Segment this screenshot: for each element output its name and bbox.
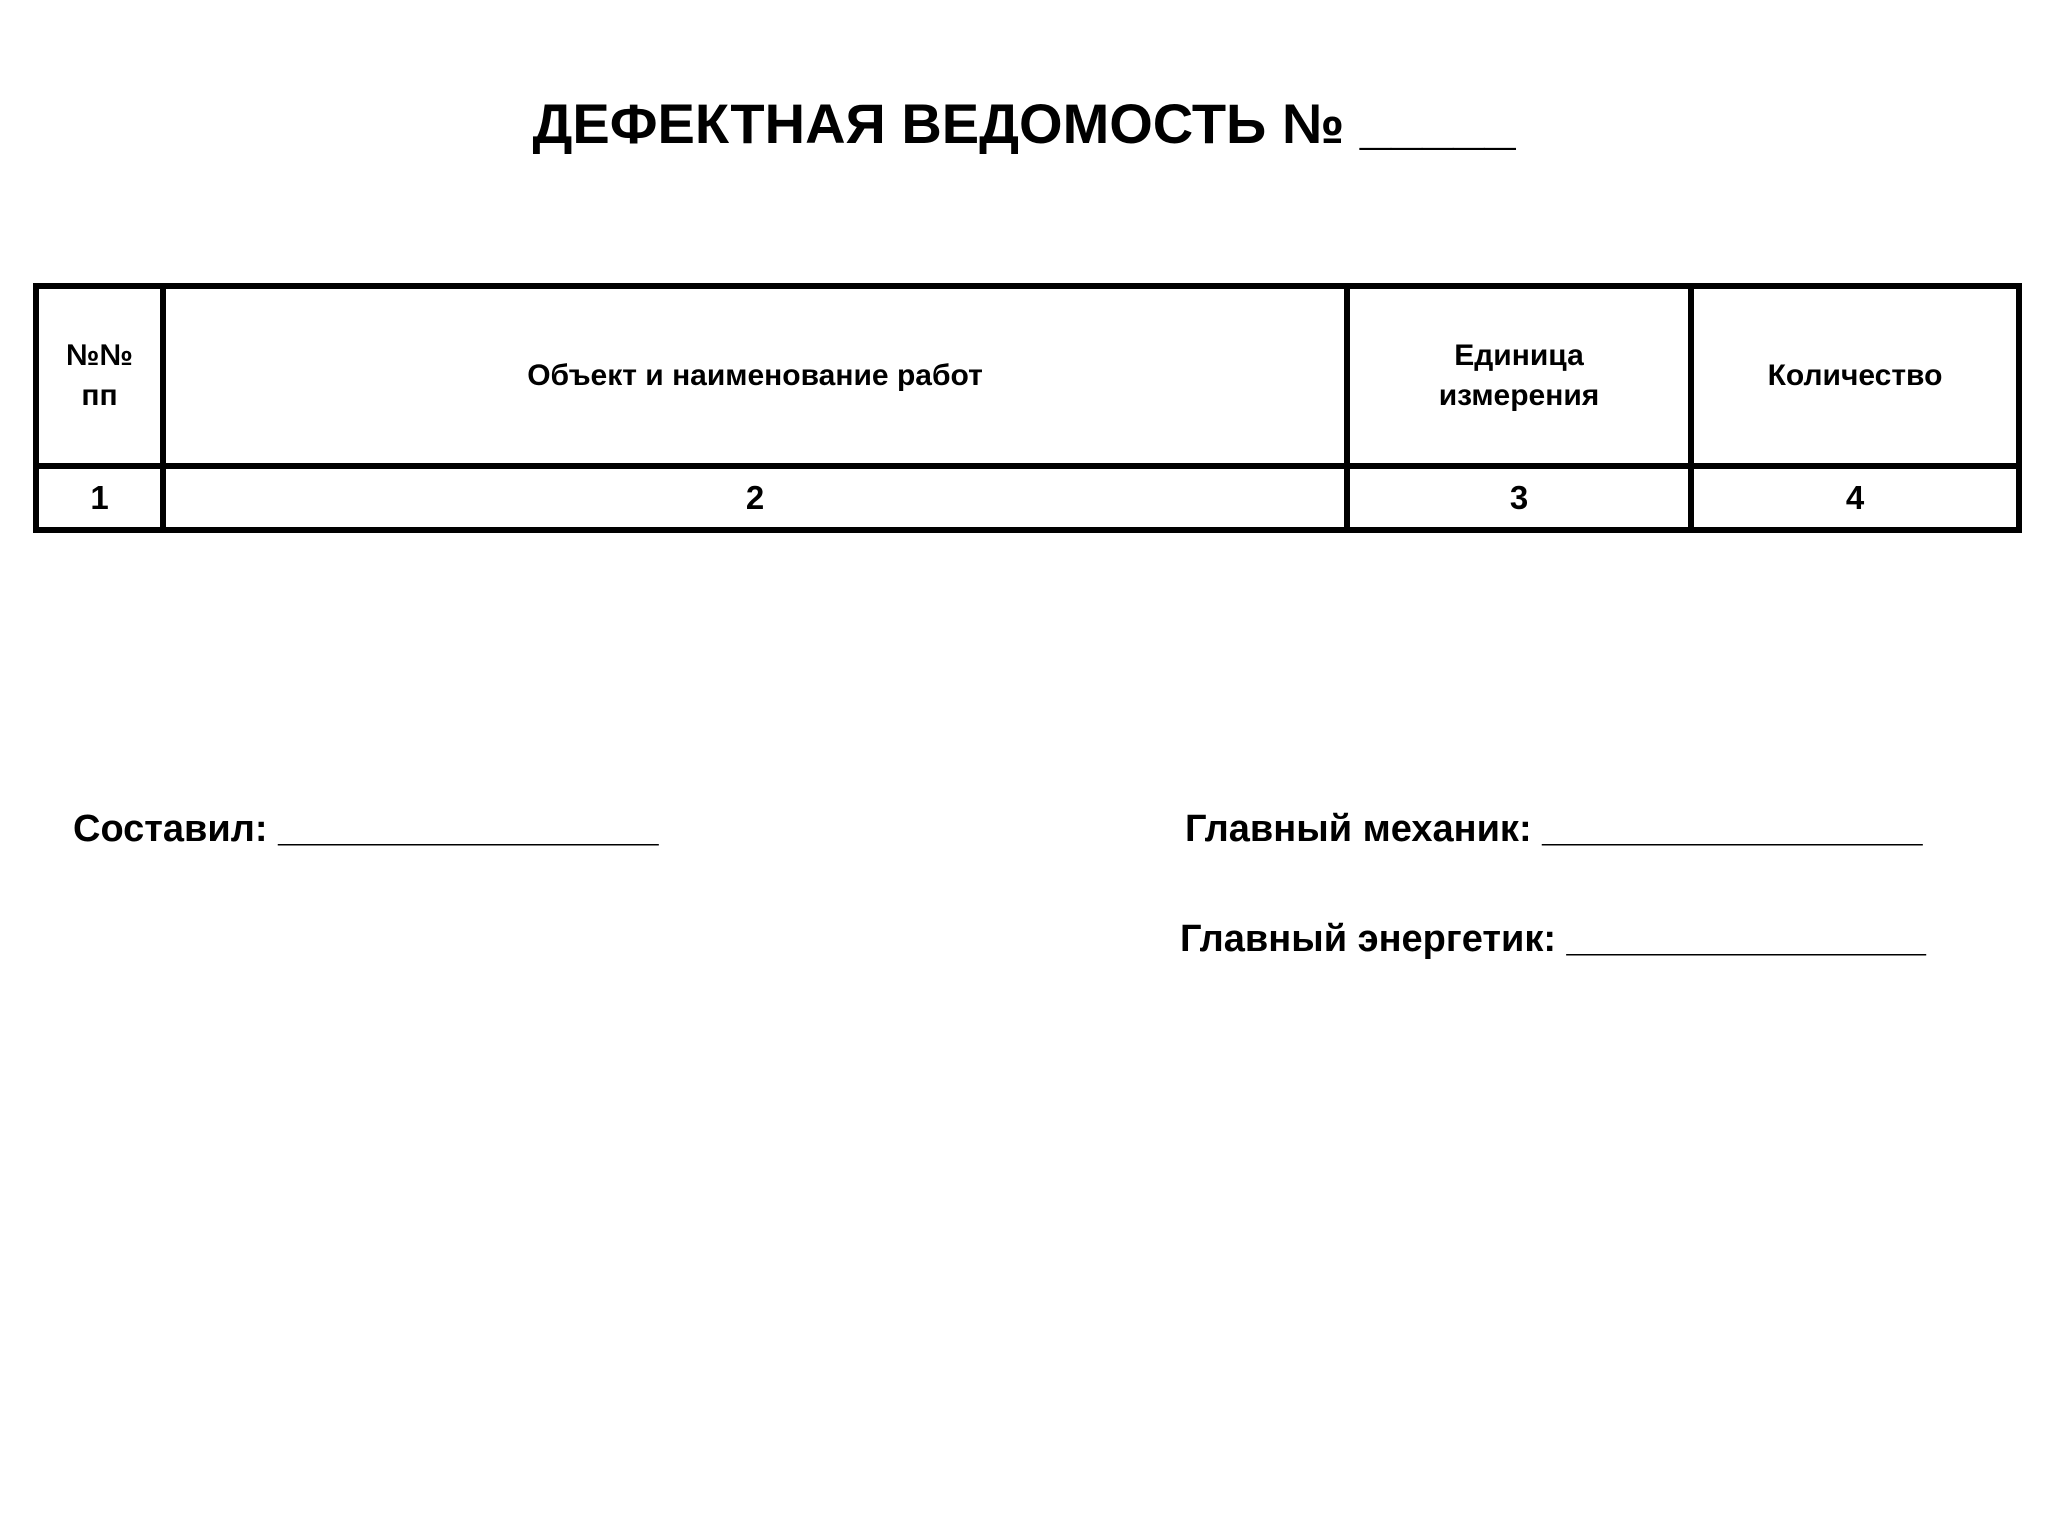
column-number-2: 2	[163, 466, 1347, 530]
column-number-4: 4	[1691, 466, 2019, 530]
defect-table	[33, 283, 2022, 533]
header-unit-line1: Единица	[1454, 339, 1584, 372]
header-unit-line2: измерения	[1438, 379, 1600, 412]
header-quantity	[1691, 286, 2019, 466]
table-header-row	[36, 286, 2019, 466]
header-quantity-label: Количество	[1767, 359, 1943, 392]
document-title: ДЕФЕКТНАЯ ВЕДОМОСТЬ № _____	[532, 92, 1516, 155]
header-object-works-label: Объект и наименование работ	[527, 359, 983, 392]
column-number-3: 3	[1347, 466, 1691, 530]
header-row-number	[36, 286, 163, 466]
column-number-row	[36, 466, 2019, 530]
column-number-1: 1	[36, 466, 163, 530]
signature-chief-power-engineer: Главный энергетик: _________________	[1180, 918, 1926, 960]
signature-chief-mechanic: Главный механик: __________________	[1185, 808, 1923, 850]
header-row-number-line2: пп	[81, 379, 118, 412]
signature-compiled: Составил: __________________	[73, 808, 659, 850]
header-row-number-line1: №№	[66, 339, 133, 372]
header-unit	[1347, 286, 1691, 466]
header-object-works	[163, 286, 1347, 466]
